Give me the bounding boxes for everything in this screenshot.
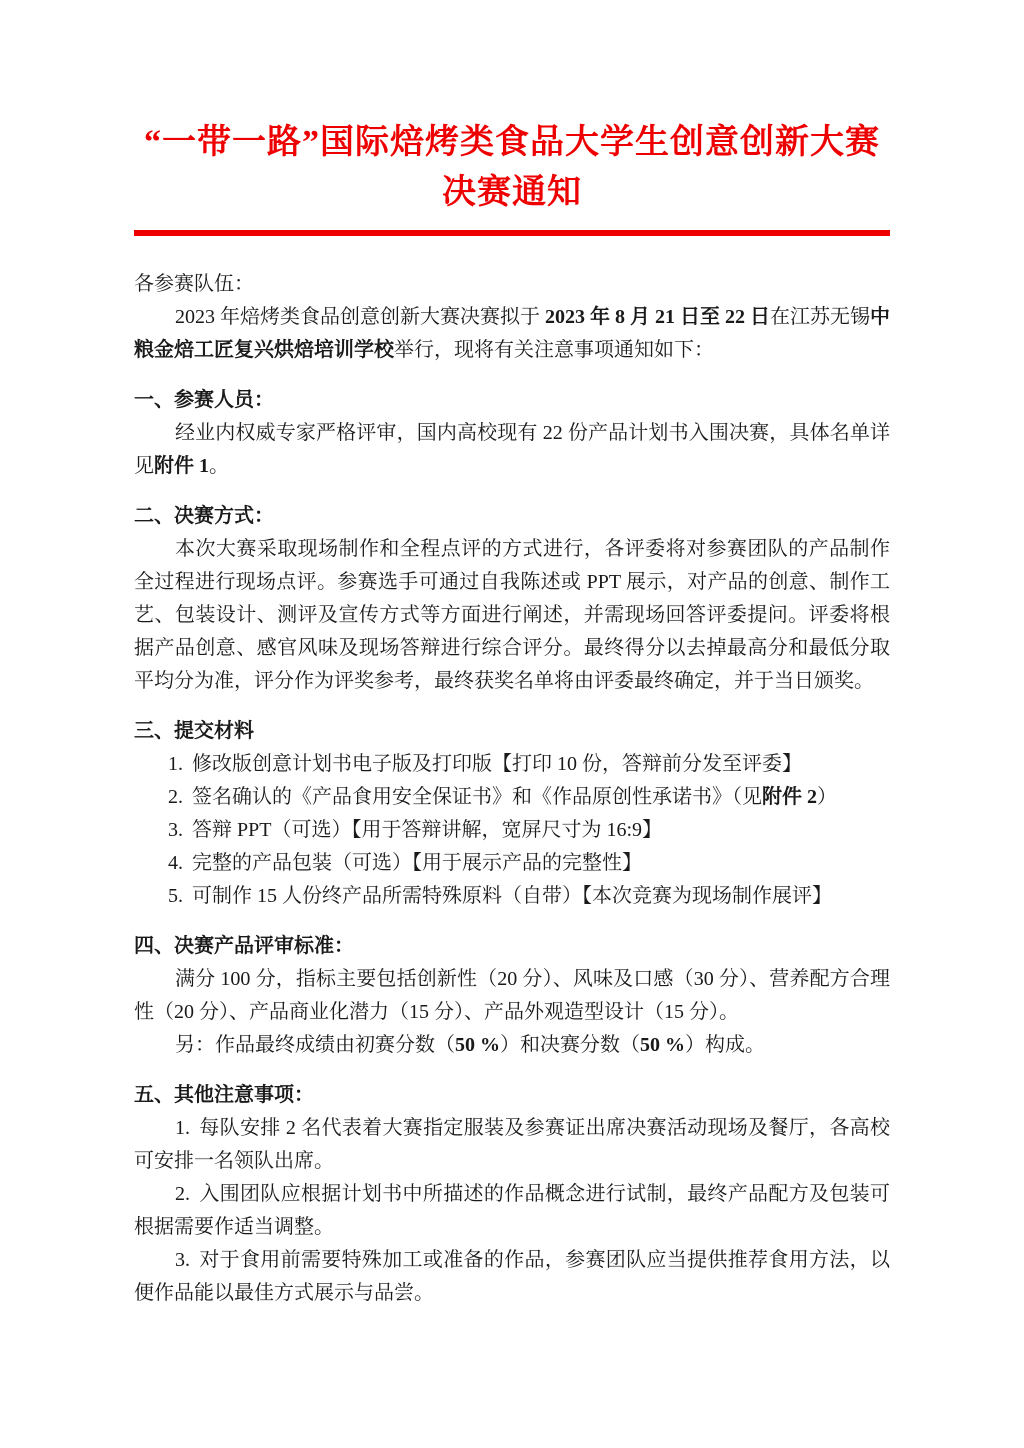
section-judging-criteria-heading: 四、决赛产品评审标准： [134, 935, 354, 957]
list-item-number: 2. [175, 1183, 190, 1205]
salutation: 各参赛队伍： [134, 273, 254, 295]
text-segment-bold: 中粮金焙工匠复兴烘焙培训学校 [134, 306, 890, 361]
text-segment-bold: 附件 2 [762, 786, 817, 808]
text-segment: 修改版创意计划书电子版及打印版【打印 10 份，答辩前分发至评委】 [192, 753, 802, 775]
section-submission-materials [134, 715, 890, 913]
section-other-notes [134, 1079, 890, 1310]
text-segment: 可制作 15 人份终产品所需特殊原料（自带）【本次竞赛为现场制作展评】 [192, 885, 832, 907]
text-segment: ）和决赛分数（ [500, 1034, 640, 1056]
list-item-number: 2. [168, 786, 183, 808]
section-judging-criteria-note [134, 1029, 890, 1062]
section-participants-body [134, 417, 890, 483]
text-segment-bold: 2023 年 8 月 21 日至 22 日 [545, 306, 770, 328]
text-segment: 每队安排 2 名代表着大赛指定服装及参赛证出席决赛活动现场及餐厅，各高校可安排一名领队出席。 [134, 1117, 890, 1172]
section-final-format-body: 本次大赛采取现场制作和全程点评的方式进行，各评委将对参赛团队的产品制作全过程进行现场点评。参赛选手可通过自我陈述或 PPT 展示，对产品的创意、制作工艺、包装设计、测评及宣传方式等方面进行阐述，并需现场回答评委提问。评委将根据产品创意、感官风味及现场答辩进行综合评分。最终得分以去掉最高分和最低分取平均分为准，评分作为评奖参考，最终获奖名单将由评委最终确定，并于当日颁奖。 [134, 538, 890, 692]
red-divider-rule [134, 230, 890, 236]
section-final-format [134, 500, 890, 698]
section-judging-criteria-body: 满分 100 分，指标主要包括创新性（20 分）、风味及口感（30 分）、营养配方合理性（20 分）、产品商业化潜力（15 分）、产品外观造型设计（15 分）。 [134, 968, 890, 1023]
text-segment: 入围团队应根据计划书中所描述的作品概念进行试制，最终产品配方及包装可根据需要作适当调整。 [134, 1183, 890, 1238]
list-item [134, 880, 890, 913]
list-item [134, 1178, 890, 1244]
list-item-number: 3. [175, 1249, 190, 1271]
text-segment-bold: 50 % [455, 1034, 500, 1056]
list-item [134, 1244, 890, 1310]
section-participants-heading: 一、参赛人员： [134, 389, 274, 411]
text-segment: 对于食用前需要特殊加工或准备的作品，参赛团队应当提供推荐食用方法，以便作品能以最佳方式展示与品尝。 [134, 1249, 890, 1304]
text-segment: 2023 年焙烤类食品创意创新大赛决赛拟于 [175, 306, 545, 328]
text-segment: 答辩 PPT（可选）【用于答辩讲解，宽屏尺寸为 16:9】 [192, 819, 663, 841]
list-item [134, 748, 890, 781]
list-item [134, 781, 890, 814]
text-segment: 。 [209, 455, 229, 477]
list-item-number: 4. [168, 852, 183, 874]
list-item [134, 847, 890, 880]
list-item [134, 1112, 890, 1178]
section-final-format-heading: 二、决赛方式： [134, 505, 274, 527]
list-item-number: 1. [175, 1117, 190, 1139]
text-segment: 经业内权威专家严格评审，国内高校现有 22 份产品计划书入围决赛，具体名单详见 [134, 422, 890, 477]
list-item-number: 3. [168, 819, 183, 841]
intro-paragraph [134, 301, 890, 367]
list-item [134, 814, 890, 847]
text-segment: ）构成。 [685, 1034, 765, 1056]
text-segment: 签名确认的《产品食用安全保证书》和《作品原创性承诺书》（见 [192, 786, 762, 808]
text-segment: ） [817, 786, 837, 808]
section-other-notes-heading: 五、其他注意事项： [134, 1084, 314, 1106]
text-segment: 在江苏无锡 [770, 306, 870, 328]
text-segment: 完整的产品包装（可选）【用于展示产品的完整性】 [192, 852, 642, 874]
list-item-number: 5. [168, 885, 183, 907]
text-segment-bold: 50 % [640, 1034, 685, 1056]
document-title [134, 118, 890, 218]
document-title-line1: “一带一路”国际焙烤类食品大学生创意创新大赛 [144, 124, 880, 161]
section-judging-criteria [134, 930, 890, 1062]
text-segment-bold: 附件 1 [154, 455, 209, 477]
text-segment: 举行，现将有关注意事项通知如下： [394, 339, 714, 361]
section-participants [134, 384, 890, 483]
section-submission-materials-heading: 三、提交材料 [134, 720, 254, 742]
text-segment: 另：作品最终成绩由初赛分数（ [175, 1034, 455, 1056]
document-title-line2: 决赛通知 [442, 174, 582, 211]
list-item-number: 1. [168, 753, 183, 775]
